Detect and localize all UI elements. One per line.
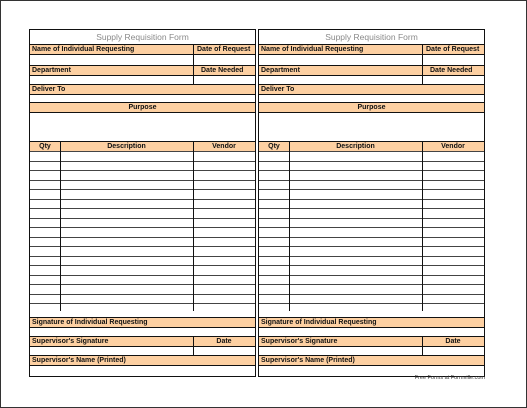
supervisor-name-header-row [30,355,255,365]
table-row[interactable] [259,170,484,180]
supervisor-name-input[interactable] [30,365,255,376]
table-row[interactable] [30,303,255,313]
supervisor-signature-input[interactable] [30,346,255,355]
deliver-to-row [259,84,484,94]
table-row[interactable] [30,294,255,304]
purpose-input[interactable] [259,112,484,141]
table-row[interactable] [259,256,484,266]
signature-header-row [30,317,255,327]
deliver-to-input[interactable] [30,94,255,102]
table-row[interactable] [259,151,484,161]
vendor-column-header: Vendor [441,143,465,150]
supervisor-name-header-row [259,355,484,365]
table-row[interactable] [259,180,484,190]
supervisor-signature-label: Supervisor's Signature [261,338,338,345]
table-row[interactable] [30,227,255,237]
supervisor-signature-header-row [259,336,484,346]
date-needed-label: Date Needed [201,67,244,74]
table-row[interactable] [259,208,484,218]
name-label: Name of Individual Requesting [261,46,364,53]
table-row[interactable] [30,170,255,180]
department-header-row [259,65,484,75]
supervisor-signature-label: Supervisor's Signature [32,338,109,345]
supervisor-signature-input[interactable] [259,346,484,355]
table-row[interactable] [259,161,484,171]
items-header-row [30,141,255,151]
purpose-header [259,102,484,112]
table-row[interactable] [30,256,255,266]
footer-credit: Free Forms at Formville.com [414,375,485,381]
name-input-row[interactable] [30,54,255,65]
date-needed-label: Date Needed [430,67,473,74]
date-label: Date [445,338,461,345]
table-row[interactable] [259,275,484,285]
date-of-request-label: Date of Request [197,46,251,53]
table-row[interactable] [30,180,255,190]
deliver-to-input[interactable] [259,94,484,102]
table-row[interactable] [259,265,484,275]
deliver-to-label: Deliver To [261,86,295,93]
signature-input[interactable] [259,327,484,336]
form-title: Supply Requisition Form [96,32,189,42]
supervisor-name-label: Supervisor's Name (Printed) [261,357,355,364]
department-header-row [30,65,255,75]
name-input-row[interactable] [259,54,484,65]
table-row[interactable] [30,189,255,199]
table-row[interactable] [259,199,484,209]
table-row[interactable] [259,218,484,228]
signature-label: Signature of Individual Requesting [32,319,148,326]
table-row[interactable] [30,151,255,161]
name-label: Name of Individual Requesting [32,46,135,53]
signature-header-row [259,317,484,327]
name-header-row [30,44,255,54]
department-label: Department [261,67,300,74]
table-row[interactable] [259,227,484,237]
items-header-row [259,141,484,151]
department-label: Department [32,67,71,74]
supervisor-signature-header-row [30,336,255,346]
requisition-form-left [29,29,256,377]
table-row[interactable] [259,189,484,199]
table-row[interactable] [30,275,255,285]
qty-column-header: Qty [268,143,280,150]
table-row[interactable] [259,246,484,256]
qty-column-header: Qty [39,143,51,150]
department-input-row[interactable] [259,75,484,84]
purpose-label: Purpose [128,104,157,111]
table-row[interactable] [259,303,484,313]
signature-label: Signature of Individual Requesting [261,319,377,326]
date-of-request-label: Date of Request [426,46,480,53]
vendor-column-header: Vendor [212,143,236,150]
table-row[interactable] [30,218,255,228]
table-row[interactable] [30,246,255,256]
deliver-to-label: Deliver To [32,86,66,93]
table-row[interactable] [30,284,255,294]
description-column-header: Description [107,143,146,150]
deliver-to-row [30,84,255,94]
table-row[interactable] [259,284,484,294]
table-row[interactable] [30,265,255,275]
description-column-header: Description [336,143,375,150]
purpose-header [30,102,255,112]
table-row[interactable] [30,237,255,247]
signature-input[interactable] [30,327,255,336]
table-row[interactable] [30,199,255,209]
table-row[interactable] [259,237,484,247]
supervisor-name-label: Supervisor's Name (Printed) [32,357,126,364]
form-title: Supply Requisition Form [325,32,418,42]
table-row[interactable] [30,208,255,218]
name-header-row [259,44,484,54]
purpose-label: Purpose [357,104,386,111]
date-label: Date [216,338,232,345]
department-input-row[interactable] [30,75,255,84]
purpose-input[interactable] [30,112,255,141]
requisition-form-right [258,29,485,377]
table-row[interactable] [259,294,484,304]
table-row[interactable] [30,161,255,171]
